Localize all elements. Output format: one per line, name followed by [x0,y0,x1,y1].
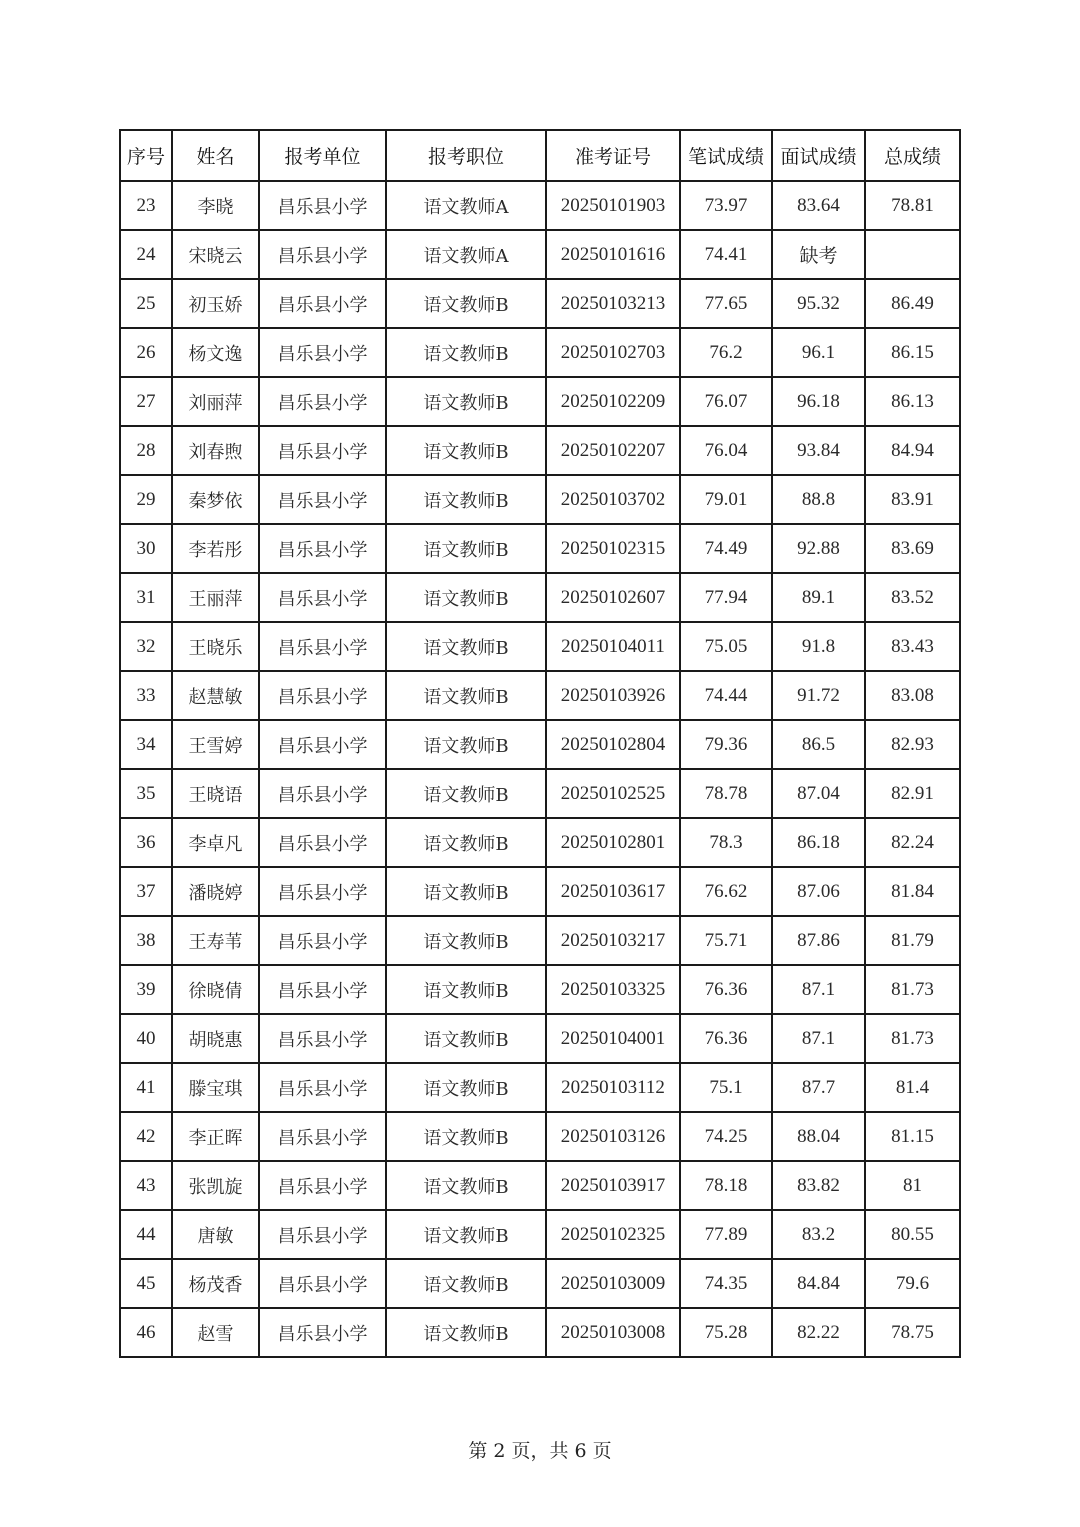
cell-unit: 昌乐县小学 [259,818,386,867]
cell-unit: 昌乐县小学 [259,1014,386,1063]
cell-exam-id: 20250102804 [546,720,680,769]
cell-total-score: 81.73 [865,965,960,1014]
cell-unit: 昌乐县小学 [259,622,386,671]
cell-exam-id: 20250103617 [546,867,680,916]
cell-exam-id: 20250102209 [546,377,680,426]
cell-interview-score: 95.32 [772,279,865,328]
cell-total-score [865,230,960,279]
cell-exam-id: 20250103926 [546,671,680,720]
cell-unit: 昌乐县小学 [259,720,386,769]
header-unit: 报考单位 [259,130,386,181]
cell-unit: 昌乐县小学 [259,1063,386,1112]
page-indicator: 第 2 页，共 6 页 [468,1440,612,1462]
cell-index: 44 [120,1210,172,1259]
cell-name: 王雪婷 [172,720,259,769]
cell-unit: 昌乐县小学 [259,573,386,622]
cell-written-score: 79.01 [680,475,772,524]
cell-total-score: 83.52 [865,573,960,622]
table-row [120,1210,960,1259]
cell-name: 刘丽萍 [172,377,259,426]
cell-position: 语文教师B [386,1210,546,1259]
cell-exam-id: 20250102525 [546,769,680,818]
cell-name: 滕宝琪 [172,1063,259,1112]
cell-unit: 昌乐县小学 [259,1210,386,1259]
cell-interview-score: 87.06 [772,867,865,916]
cell-name: 赵慧敏 [172,671,259,720]
cell-interview-score: 87.1 [772,965,865,1014]
cell-name: 赵雪 [172,1308,259,1357]
table-row [120,867,960,916]
cell-position: 语文教师B [386,622,546,671]
cell-exam-id: 20250103126 [546,1112,680,1161]
cell-total-score: 82.91 [865,769,960,818]
cell-total-score: 81.73 [865,1014,960,1063]
table-row [120,1259,960,1308]
cell-written-score: 73.97 [680,181,772,230]
table-row [120,328,960,377]
cell-total-score: 82.24 [865,818,960,867]
cell-interview-score: 86.5 [772,720,865,769]
cell-unit: 昌乐县小学 [259,524,386,573]
cell-position: 语文教师B [386,475,546,524]
score-table [119,129,961,1358]
cell-index: 30 [120,524,172,573]
cell-written-score: 76.36 [680,1014,772,1063]
table-body [120,181,960,1357]
cell-position: 语文教师B [386,1063,546,1112]
cell-written-score: 75.71 [680,916,772,965]
cell-position: 语文教师B [386,867,546,916]
cell-position: 语文教师B [386,965,546,1014]
cell-total-score: 86.49 [865,279,960,328]
cell-written-score: 75.28 [680,1308,772,1357]
header-index: 序号 [120,130,172,181]
cell-position: 语文教师B [386,377,546,426]
cell-position: 语文教师B [386,1308,546,1357]
cell-total-score: 79.6 [865,1259,960,1308]
cell-name: 张凯旋 [172,1161,259,1210]
cell-total-score: 78.81 [865,181,960,230]
cell-total-score: 81.84 [865,867,960,916]
table-row [120,230,960,279]
cell-total-score: 86.13 [865,377,960,426]
cell-unit: 昌乐县小学 [259,867,386,916]
cell-written-score: 76.04 [680,426,772,475]
cell-index: 40 [120,1014,172,1063]
cell-index: 24 [120,230,172,279]
cell-interview-score: 83.64 [772,181,865,230]
cell-unit: 昌乐县小学 [259,965,386,1014]
cell-interview-score: 96.1 [772,328,865,377]
cell-written-score: 77.89 [680,1210,772,1259]
cell-index: 45 [120,1259,172,1308]
cell-exam-id: 20250102607 [546,573,680,622]
cell-name: 宋晓云 [172,230,259,279]
cell-exam-id: 20250103009 [546,1259,680,1308]
cell-written-score: 76.36 [680,965,772,1014]
cell-index: 39 [120,965,172,1014]
table-row [120,965,960,1014]
cell-interview-score: 86.18 [772,818,865,867]
table-row [120,181,960,230]
cell-exam-id: 20250103325 [546,965,680,1014]
cell-interview-score: 87.1 [772,1014,865,1063]
cell-exam-id: 20250104001 [546,1014,680,1063]
cell-unit: 昌乐县小学 [259,230,386,279]
cell-index: 32 [120,622,172,671]
cell-exam-id: 20250103008 [546,1308,680,1357]
cell-exam-id: 20250102801 [546,818,680,867]
cell-unit: 昌乐县小学 [259,181,386,230]
cell-exam-id: 20250103702 [546,475,680,524]
cell-written-score: 75.05 [680,622,772,671]
cell-interview-score: 87.86 [772,916,865,965]
cell-interview-score: 82.22 [772,1308,865,1357]
cell-total-score: 80.55 [865,1210,960,1259]
cell-written-score: 75.1 [680,1063,772,1112]
cell-name: 王寿苇 [172,916,259,965]
cell-index: 41 [120,1063,172,1112]
table-row [120,279,960,328]
cell-position: 语文教师B [386,279,546,328]
table-row [120,1161,960,1210]
cell-total-score: 86.15 [865,328,960,377]
cell-written-score: 74.49 [680,524,772,573]
table-row [120,916,960,965]
cell-exam-id: 20250101616 [546,230,680,279]
cell-index: 23 [120,181,172,230]
cell-position: 语文教师B [386,1014,546,1063]
cell-position: 语文教师B [386,671,546,720]
cell-name: 唐敏 [172,1210,259,1259]
cell-position: 语文教师B [386,1112,546,1161]
cell-interview-score: 83.82 [772,1161,865,1210]
cell-interview-score: 91.72 [772,671,865,720]
cell-name: 王晓语 [172,769,259,818]
cell-name: 杨文逸 [172,328,259,377]
cell-index: 35 [120,769,172,818]
header-exam-id: 准考证号 [546,130,680,181]
cell-position: 语文教师B [386,720,546,769]
table-row [120,671,960,720]
cell-unit: 昌乐县小学 [259,475,386,524]
cell-unit: 昌乐县小学 [259,769,386,818]
cell-interview-score: 88.8 [772,475,865,524]
cell-index: 31 [120,573,172,622]
cell-name: 刘春煦 [172,426,259,475]
header-total-score: 总成绩 [865,130,960,181]
cell-name: 胡晓惠 [172,1014,259,1063]
cell-position: 语文教师B [386,426,546,475]
cell-exam-id: 20250103213 [546,279,680,328]
cell-index: 38 [120,916,172,965]
cell-unit: 昌乐县小学 [259,1259,386,1308]
cell-total-score: 82.93 [865,720,960,769]
cell-unit: 昌乐县小学 [259,1161,386,1210]
cell-exam-id: 20250102325 [546,1210,680,1259]
cell-position: 语文教师B [386,524,546,573]
cell-total-score: 78.75 [865,1308,960,1357]
cell-total-score: 83.08 [865,671,960,720]
cell-total-score: 81.79 [865,916,960,965]
cell-position: 语文教师A [386,181,546,230]
cell-exam-id: 20250102315 [546,524,680,573]
cell-total-score: 81.15 [865,1112,960,1161]
cell-name: 李卓凡 [172,818,259,867]
cell-name: 初玉娇 [172,279,259,328]
cell-unit: 昌乐县小学 [259,671,386,720]
table-row [120,475,960,524]
cell-index: 33 [120,671,172,720]
cell-name: 杨茂香 [172,1259,259,1308]
cell-name: 潘晓婷 [172,867,259,916]
table-row [120,1112,960,1161]
table-row [120,622,960,671]
cell-unit: 昌乐县小学 [259,328,386,377]
cell-written-score: 76.62 [680,867,772,916]
cell-index: 28 [120,426,172,475]
cell-interview-score: 84.84 [772,1259,865,1308]
cell-index: 43 [120,1161,172,1210]
cell-written-score: 78.78 [680,769,772,818]
cell-interview-score: 87.04 [772,769,865,818]
cell-exam-id: 20250102703 [546,328,680,377]
cell-index: 42 [120,1112,172,1161]
header-name: 姓名 [172,130,259,181]
table-row [120,426,960,475]
cell-unit: 昌乐县小学 [259,279,386,328]
cell-interview-score: 92.88 [772,524,865,573]
cell-total-score: 81 [865,1161,960,1210]
cell-index: 36 [120,818,172,867]
table-row [120,1063,960,1112]
cell-interview-score: 83.2 [772,1210,865,1259]
table-row [120,818,960,867]
cell-interview-score: 缺考 [772,230,865,279]
cell-name: 徐晓倩 [172,965,259,1014]
cell-position: 语文教师A [386,230,546,279]
header-interview-score: 面试成绩 [772,130,865,181]
cell-position: 语文教师B [386,1161,546,1210]
cell-unit: 昌乐县小学 [259,1112,386,1161]
cell-interview-score: 88.04 [772,1112,865,1161]
table-row [120,377,960,426]
cell-name: 王晓乐 [172,622,259,671]
cell-exam-id: 20250102207 [546,426,680,475]
cell-index: 25 [120,279,172,328]
cell-index: 46 [120,1308,172,1357]
cell-index: 34 [120,720,172,769]
table-row [120,769,960,818]
cell-position: 语文教师B [386,769,546,818]
cell-position: 语文教师B [386,328,546,377]
cell-interview-score: 87.7 [772,1063,865,1112]
cell-exam-id: 20250103917 [546,1161,680,1210]
cell-position: 语文教师B [386,916,546,965]
cell-interview-score: 96.18 [772,377,865,426]
cell-unit: 昌乐县小学 [259,377,386,426]
table-row [120,573,960,622]
cell-written-score: 78.3 [680,818,772,867]
table-row [120,1014,960,1063]
cell-total-score: 83.43 [865,622,960,671]
cell-total-score: 83.69 [865,524,960,573]
cell-total-score: 81.4 [865,1063,960,1112]
cell-written-score: 74.35 [680,1259,772,1308]
table-header-row [120,130,960,181]
cell-interview-score: 89.1 [772,573,865,622]
cell-unit: 昌乐县小学 [259,1308,386,1357]
cell-interview-score: 93.84 [772,426,865,475]
cell-written-score: 77.65 [680,279,772,328]
cell-index: 27 [120,377,172,426]
cell-index: 29 [120,475,172,524]
cell-interview-score: 91.8 [772,622,865,671]
cell-name: 李正晖 [172,1112,259,1161]
cell-index: 26 [120,328,172,377]
header-written-score: 笔试成绩 [680,130,772,181]
cell-name: 李若彤 [172,524,259,573]
cell-name: 秦梦依 [172,475,259,524]
cell-written-score: 76.07 [680,377,772,426]
cell-index: 37 [120,867,172,916]
table-row [120,720,960,769]
cell-total-score: 83.91 [865,475,960,524]
cell-written-score: 78.18 [680,1161,772,1210]
cell-written-score: 77.94 [680,573,772,622]
cell-exam-id: 20250104011 [546,622,680,671]
header-position: 报考职位 [386,130,546,181]
cell-name: 王丽萍 [172,573,259,622]
cell-position: 语文教师B [386,573,546,622]
cell-exam-id: 20250101903 [546,181,680,230]
cell-unit: 昌乐县小学 [259,426,386,475]
table-row [120,524,960,573]
cell-exam-id: 20250103217 [546,916,680,965]
cell-written-score: 74.25 [680,1112,772,1161]
cell-written-score: 76.2 [680,328,772,377]
cell-position: 语文教师B [386,818,546,867]
cell-position: 语文教师B [386,1259,546,1308]
cell-total-score: 84.94 [865,426,960,475]
cell-exam-id: 20250103112 [546,1063,680,1112]
cell-written-score: 79.36 [680,720,772,769]
table-row [120,1308,960,1357]
cell-written-score: 74.41 [680,230,772,279]
cell-unit: 昌乐县小学 [259,916,386,965]
cell-name: 李晓 [172,181,259,230]
cell-written-score: 74.44 [680,671,772,720]
